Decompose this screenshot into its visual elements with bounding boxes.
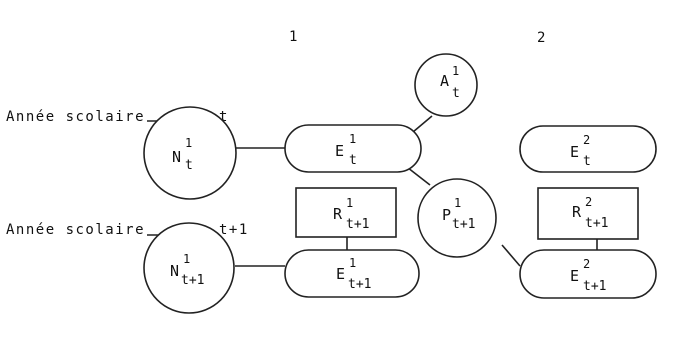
node-e1-t1-main: E	[336, 265, 346, 283]
node-a-t-main: A	[440, 72, 450, 90]
node-e1-t1-sub: t+1	[348, 277, 372, 292]
node-e1-t-main: E	[335, 142, 345, 160]
node-n-t-sub: t	[185, 158, 193, 173]
node-n-t1-main: N	[170, 262, 180, 280]
node-e2-t1-sup: 2	[583, 257, 591, 271]
node-n-t	[144, 107, 236, 199]
node-r1-t1-main: R	[333, 205, 343, 223]
node-n-t1-sup: 1	[183, 252, 191, 266]
node-p-t1-main: P	[442, 206, 452, 224]
node-r1-t1-sup: 1	[346, 196, 354, 210]
node-r2-t1-sub: t+1	[585, 216, 609, 231]
node-p-t1-sup: 1	[454, 196, 462, 210]
node-e2-t-main: E	[570, 143, 580, 161]
edge-e1t-at	[413, 116, 432, 132]
node-p-t1-sub: t+1	[452, 217, 476, 232]
node-r1-t1-sub: t+1	[346, 217, 370, 232]
node-n-t1-sub: t+1	[181, 273, 205, 288]
column-header-1: 1	[289, 29, 299, 45]
row-label-year-t: Année scolaire	[6, 109, 146, 125]
node-e2-t-sup: 2	[583, 133, 591, 147]
node-e1-t1-sup: 1	[349, 256, 357, 270]
node-n-t1	[144, 223, 234, 313]
row-index-t: t	[219, 109, 229, 125]
node-e2-t1-sub: t+1	[583, 279, 607, 294]
node-e1-t-sup: 1	[349, 132, 357, 146]
node-n-t-sup: 1	[185, 136, 193, 150]
node-r2-t1-main: R	[572, 203, 582, 221]
node-e2-t1-main: E	[570, 267, 580, 285]
row-index-t1: t+1	[219, 222, 249, 238]
node-a-t-sub: t	[452, 86, 460, 101]
node-e2-t-sub: t	[583, 154, 591, 169]
node-a-t-sup: 1	[452, 64, 460, 78]
row-label-year-t1: Année scolaire	[6, 222, 146, 238]
column-header-2: 2	[537, 30, 547, 46]
node-r2-t1-sup: 2	[585, 195, 593, 209]
node-n-t-main: N	[172, 148, 182, 166]
node-e1-t-sub: t	[349, 153, 357, 168]
edge-pt1-e2t1	[502, 245, 520, 266]
